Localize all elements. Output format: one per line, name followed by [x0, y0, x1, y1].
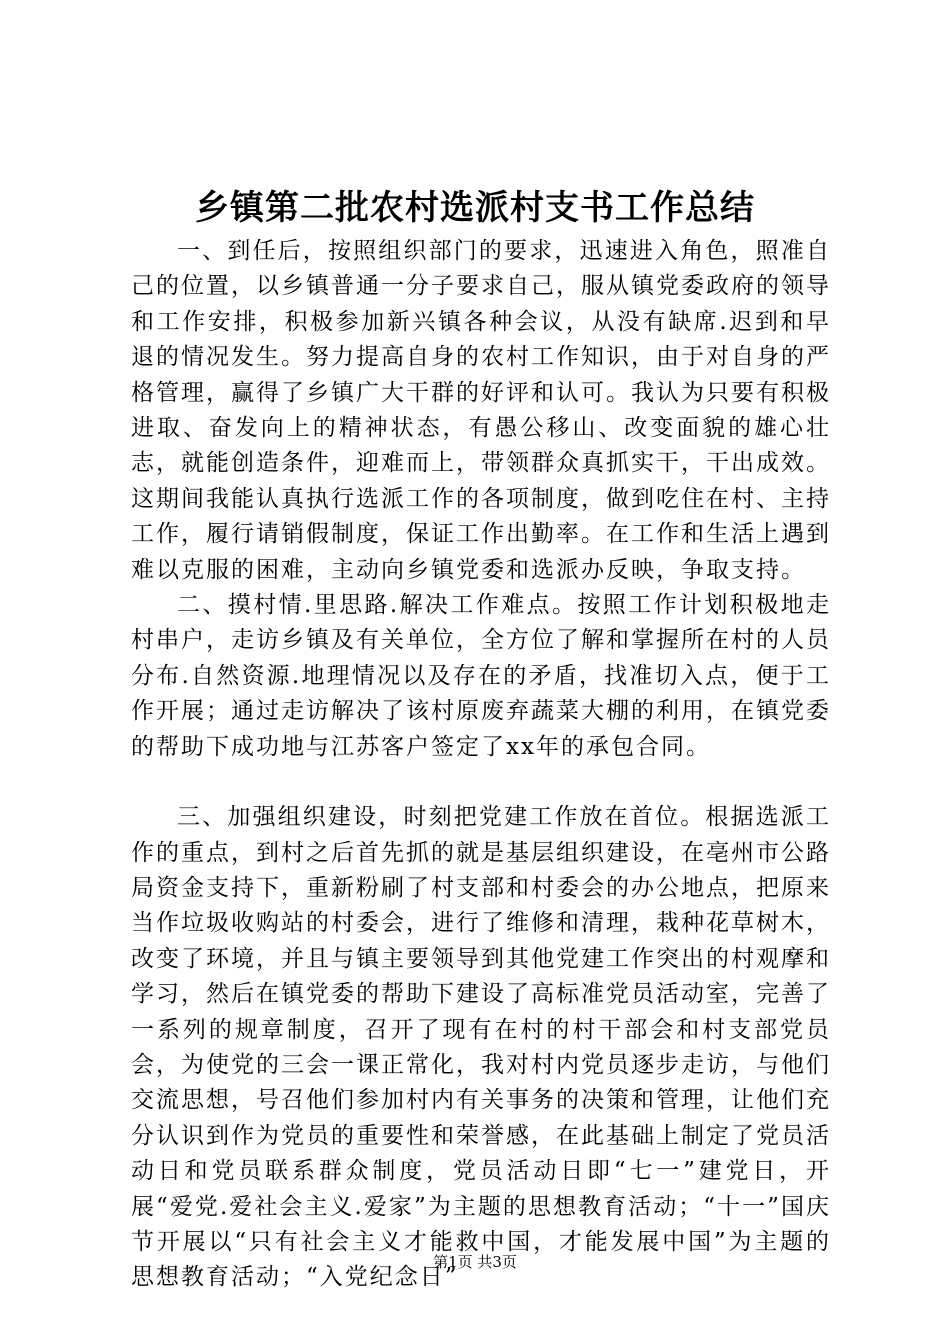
paragraph-1: 一、到任后，按照组织部门的要求，迅速进入角色，照准自己的位置，以乡镇普通一分子要求自己，服从镇党委政府的领导和工作安排，积极参加新兴镇各种会议，从没有缺席.迟到和早退的情况发生。努力提高自身的农村工作知识，由于对自身的严格管理，赢得了乡镇广大干群的好评和认可。我认为只要有积极进取、奋发向上的精神状态，有愚公移山、改变面貌的雄心壮志，就能创造条件，迎难而上，带领群众真抓实干，干出成效。这期间我能认真执行选派工作的各项制度，做到吃住在村、主持工作，履行请销假制度，保证工作出勤率。在工作和生活上遇到难以克服的困难，主动向乡镇党委和选派办反映，争取支持。: [131, 238, 831, 583]
paragraph-spacer: [131, 765, 831, 800]
document-title: 乡镇第二批农村选派村支书工作总结: [195, 188, 755, 228]
paragraph-3: 三、加强组织建设，时刻把党建工作放在首位。根据选派工作的重点，到村之后首先抓的就是基层组织建设，在亳州市公路局资金支持下，重新粉刷了村支部和村委会的办公地点，把原来当作垃圾收购站的村委会，进行了维修和清理，栽种花草树木，改变了环境，并且与镇主要领导到其他党建工作突出的村观摩和学习，然后在镇党委的帮助下建设了高标准党员活动室，完善了一系列的规章制度，召开了现有在村的村干部会和村支部党员会，为使党的三会一课正常化，我对村内党员逐步走访，与他们交流思想，号召他们参加村内有关事务的决策和管理，让他们充分认识到作为党员的重要性和荣誉感，在此基础上制定了党员活动日和党员联系群众制度，党员活动日即“七一”建党日，开展“爱党.爱社会主义.爱家”为主题的思想教育活动；“十一”国庆节开展以“只有社会主义才能救中国，才能发展中国”为主题的思想教育活动；“入党纪念日”: [131, 804, 831, 1291]
paragraph-2: 二、摸村情.里思路.解决工作难点。按照工作计划积极地走村串户，走访乡镇及有关单位，全方位了解和掌握所在村的人员分布.自然资源.地理情况以及存在的矛盾，找准切入点，便于工作开展；通过走访解决了该村原废弃蔬菜大棚的利用，在镇党委的帮助下成功地与江苏客户签定了xx年的承包合同。: [131, 592, 831, 760]
document-body: [131, 234, 831, 1296]
page-number-footer: 第1页 共3页: [433, 1253, 517, 1271]
